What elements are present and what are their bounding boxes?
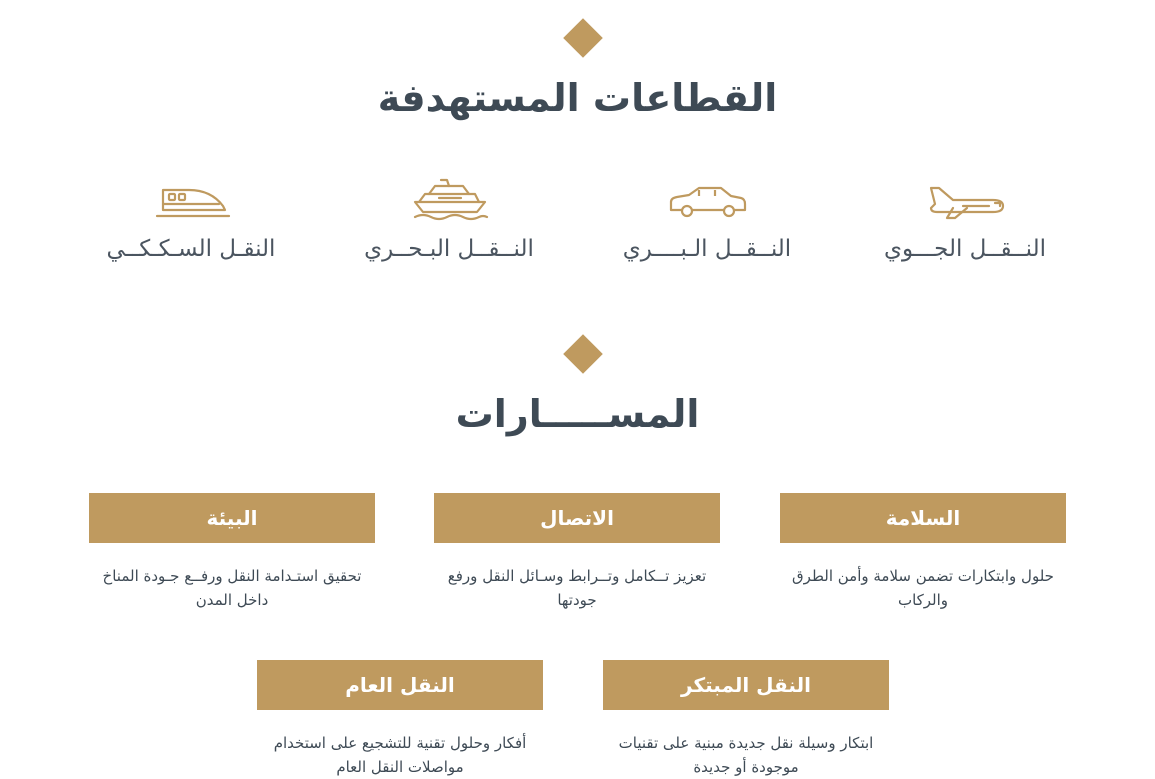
track-title: البيئة [206,506,258,530]
track-title: النقل المبتكر [681,673,811,697]
track-safety-header [780,493,1066,543]
track-connectivity-description: تعزيز تــكامل وتــرابط وسـائل النقل ورفع جودتها [447,567,707,609]
track-public-description: أفكار وحلول تقنية للتشجيع على استخدام مواصلات النقل العام [273,734,527,776]
track-connectivity-header [434,493,720,543]
ship-icon [407,176,491,222]
diamond-ornament-top [563,18,603,58]
track-public-header [257,660,543,710]
car-icon [665,182,749,222]
track-title: النقل العام [345,673,455,697]
track-environment-description: تحقيق استـدامة النقل ورفــع جـودة المناخ داخل المدن [102,567,362,609]
track-safety-description: حلول وابتكارات تضمن سلامة وأمن الطرق والركاب [792,567,1054,609]
track-title: السلامة [885,506,961,530]
sector-sea [329,176,569,262]
sector-air [845,182,1085,262]
track-innovative-header [603,660,889,710]
track-title: الاتصال [540,506,614,530]
sector-label: النقـل السـكـكــي [106,236,276,262]
track-environment-header [89,493,375,543]
tracks-title: المســـــارات [455,392,700,436]
track-innovative-description: ابتكار وسيلة نقل جديدة مبنية على تقنيات موجودة أو جديدة [618,734,874,776]
sector-rail [71,182,311,262]
sector-label: النــقــل البـحــري [364,236,534,262]
airplane-icon [923,182,1007,222]
sector-land [587,182,827,262]
sector-label: النــقــل الجـــوي [884,236,1046,262]
diamond-ornament-middle [563,334,603,374]
sector-label: النــقــل الـبــــري [622,236,792,262]
sectors-title: القطاعات المستهدفة [377,76,778,120]
train-icon [149,182,233,222]
